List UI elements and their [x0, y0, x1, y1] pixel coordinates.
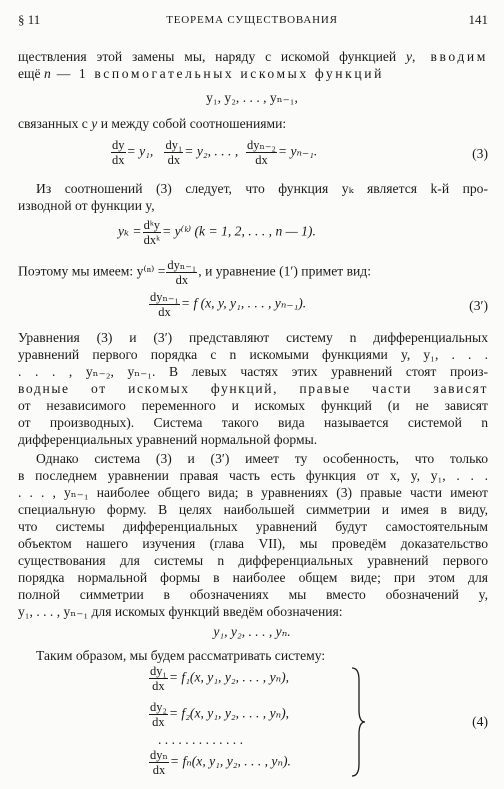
text-line: Из соотношений (3) следует, что функция yₖ является k-й про-	[36, 181, 488, 196]
right-brace-icon	[350, 666, 366, 778]
system-eq-row-n: $\frac{\text{dyₙ}}{dx}$ = fₙ(x, y₁, y₂, . . . , yₙ).	[150, 748, 291, 777]
text-line: уравнений первого порядка с n искомыми функциями y, y₁, . . .	[18, 347, 488, 362]
system-eq-row-1: $\frac{\text{dy₁}}{dx}$ = f₁(x, y₁, y₂, . . . , yₙ),	[150, 664, 290, 693]
text-line: что системы дифференциальных уравнений будут самостоятельным	[18, 519, 488, 534]
text-line: связанных с y и между собой соотношениями:	[18, 116, 287, 131]
text-line: объектом нашего изучения (глава VII), мы проведём доказательство	[18, 536, 488, 551]
page-number: 141	[468, 12, 488, 27]
text-line: Поэтому мы имеем: y⁽ⁿ⁾ = $\frac{\text{dyₙ₋₁}}{dx}$ , и уравнение (1′) примет вид:	[18, 258, 372, 287]
text-line: Уравнения (3) и (3′) представляют систему n дифференциальных	[18, 330, 488, 345]
text-line: от независимого переменного и искомых функций (и не зависят	[18, 398, 488, 413]
text-line: существования для системы n дифференциальных уравнений первого	[18, 553, 488, 568]
text-line: от производных). Система такого вида называется системой n	[18, 415, 488, 430]
equation-label-3: (3)	[472, 146, 488, 161]
text-line: порядка нормальной формы в наиболее общем виде; при этом для	[18, 570, 488, 585]
section-number: § 11	[18, 12, 41, 27]
text-line: Таким образом, мы будем рассматривать систему:	[36, 648, 326, 663]
text-line: y₁, . . . , yₙ₋₁ для искомых функций введём обозначения:	[18, 604, 343, 619]
text-line: ществления этой замены мы, наряду с искомой функцией y, вводим	[18, 49, 488, 64]
equation-derivative-k: yₖ = $\frac{\text{dᵏy}}{\text{dxᵏ}}$ = y⁽ᵏ⁾ (k = 1, 2, . . . , n — 1).	[118, 218, 316, 247]
equation-3: $\frac{dy}{dx}$ = y₁, $\frac{\text{dy₁}}{dx}$ = y₂, . . . , $\frac{\text{dyₙ₋₂}}{dx}$ = yₙ₋₁.	[112, 138, 318, 167]
text-line: водные от искомых функций, правые части зависят	[18, 381, 488, 396]
running-title: ТЕОРЕМА СУЩЕСТВОВАНИЯ	[166, 14, 338, 26]
system-eq-dots: . . . . . . . . . . . . .	[158, 732, 243, 747]
text-line: полной симметрии в обозначениях мы вместо обозначений y,	[18, 587, 488, 602]
text-line: ещё n — 1 вспомогательных искомых функций	[18, 66, 384, 81]
equation-label-4: (4)	[472, 714, 488, 729]
text-line: Однако система (3) и (3′) имеет ту особенность, что только	[36, 451, 488, 466]
text-line: . . . , yₙ₋₂, yₙ₋₁. В левых частях этих уравнений стоят произ-	[18, 364, 488, 379]
text-line: изводной от функции y,	[18, 198, 155, 213]
text-line: специальную форму. В целях наибольшей симметрии и имея в виду,	[18, 502, 488, 517]
equation-new-notation: y₁, y₂, . . . , yₙ.	[213, 624, 291, 639]
equation-3-prime: $\frac{\text{dyₙ₋₁}}{dx}$ = f (x, y, y₁, . . . , yₙ₋₁).	[150, 290, 307, 319]
system-eq-row-2: $\frac{\text{dy₂}}{dx}$ = f₂(x, y₁, y₂, . . . , yₙ),	[150, 700, 290, 729]
text-line: в последнем уравнении правая часть есть функция от x, y, y₁, . . .	[18, 468, 488, 483]
text-line: . . . , yₙ₋₁ наиболее общего вида; в уравнениях (3) правые части имеют	[18, 485, 488, 500]
equation-label-3-prime: (3′)	[469, 298, 488, 313]
equation-aux-functions: y₁, y₂, . . . , yₙ₋₁,	[206, 90, 298, 105]
text-line: дифференциальных уравнений нормальной формы.	[18, 432, 318, 447]
